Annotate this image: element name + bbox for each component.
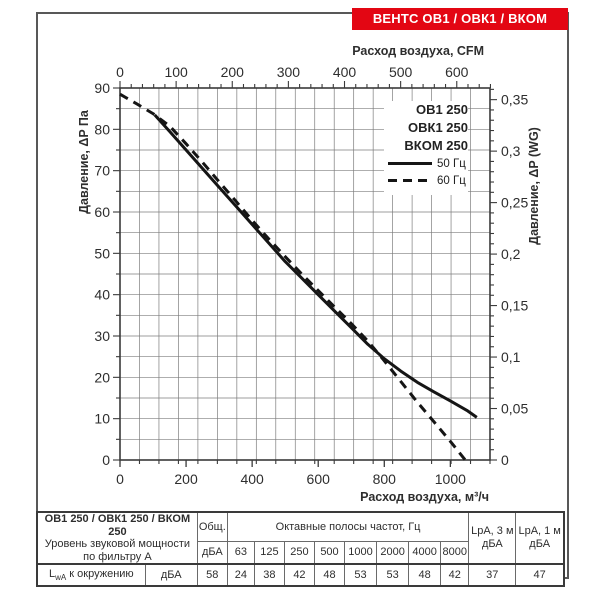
acoustic-data-table [36, 511, 565, 587]
octave-group-header: Октавные полосы частот, Гц [227, 512, 468, 541]
lpa-3m-unit: дБА [481, 538, 503, 550]
svg-text:50: 50 [94, 245, 110, 262]
octave-value: 48 [409, 564, 441, 586]
svg-text:30: 30 [94, 328, 110, 344]
bottom-axis-title: Расход воздуха, м³/ч [360, 490, 489, 504]
octave-freq-header: 500 [314, 541, 344, 564]
svg-text:100: 100 [164, 64, 188, 80]
svg-text:60: 60 [94, 204, 110, 220]
lpa-1m-value: 47 [516, 564, 564, 586]
svg-text:0,05: 0,05 [501, 400, 529, 417]
svg-text:0: 0 [116, 471, 124, 487]
svg-text:200: 200 [174, 471, 198, 487]
octave-freq-header: 125 [254, 541, 284, 564]
octave-freq-header: 250 [284, 541, 314, 564]
svg-text:400: 400 [240, 471, 264, 487]
legend-model-vkom: ВКОМ 250 [404, 138, 468, 153]
solid-line-icon [388, 162, 432, 165]
svg-text:0,2: 0,2 [501, 246, 521, 263]
chart-legend [384, 101, 468, 195]
lpa-1m-unit: дБА [529, 538, 551, 550]
octave-freq-header: 4000 [409, 541, 441, 564]
right-axis-title: Давление, ΔP (WG) [527, 127, 541, 245]
legend-entry-60hz [384, 172, 468, 189]
legend-label-50hz: 50 Гц [437, 157, 466, 170]
table-subtitle-1: Уровень звуковой мощности [44, 538, 191, 550]
svg-text:600: 600 [445, 64, 469, 80]
svg-text:200: 200 [220, 64, 244, 80]
lpa-3m-value: 37 [469, 564, 516, 586]
octave-value: 42 [441, 564, 469, 586]
svg-text:0: 0 [501, 452, 509, 468]
svg-text:300: 300 [276, 64, 301, 80]
svg-text:70: 70 [94, 162, 110, 179]
table-subtitle-2: по фильтру А [83, 550, 152, 563]
svg-text:0,3: 0,3 [501, 143, 521, 160]
top-axis-title: Расход воздуха, CFM [352, 44, 484, 58]
legend-entry-50hz [384, 155, 468, 172]
product-banner: ВЕНТС ОВ1 / ОВК1 / ВКОМ [352, 8, 568, 30]
svg-text:40: 40 [94, 286, 110, 303]
lpa-3m-label: LpA, 3 м [471, 525, 514, 537]
octave-freq-header: 8000 [441, 541, 469, 564]
svg-text:0,15: 0,15 [501, 297, 529, 314]
left-axis-title: Давление, ΔP Па [77, 110, 91, 214]
svg-text:800: 800 [372, 471, 396, 487]
table-title-cell [37, 512, 197, 564]
svg-text:0: 0 [116, 64, 124, 80]
lpa-1m-header [516, 512, 564, 564]
octave-value: 53 [345, 564, 377, 586]
dashed-line-icon [388, 179, 432, 182]
legend-label-60hz: 60 Гц [437, 174, 466, 187]
svg-text:80: 80 [94, 121, 110, 138]
row-name: $L_{wA}$ к окружению [37, 564, 145, 586]
table-title: ОВ1 250 / ОВК1 250 / ВКОМ 250 [44, 513, 191, 538]
svg-text:1000: 1000 [434, 471, 466, 487]
octave-freq-header: 2000 [377, 541, 409, 564]
svg-text:0,25: 0,25 [501, 194, 529, 211]
svg-text:0,1: 0,1 [501, 349, 521, 366]
total-unit-header: дБА [197, 541, 227, 564]
svg-text:0,35: 0,35 [501, 91, 529, 108]
octave-value: 24 [227, 564, 254, 586]
octave-value: 53 [377, 564, 409, 586]
svg-text:500: 500 [388, 64, 413, 80]
svg-text:0: 0 [102, 452, 110, 468]
legend-model-ov1: ОВ1 250 [415, 102, 468, 117]
octave-value: 38 [254, 564, 284, 586]
svg-text:90: 90 [94, 80, 110, 96]
total-value: 58 [197, 564, 227, 586]
svg-text:20: 20 [94, 369, 110, 386]
svg-text:600: 600 [306, 471, 330, 487]
legend-model-ovk1: ОВК1 250 [408, 120, 468, 135]
lpa-3m-header [469, 512, 516, 564]
octave-value: 48 [314, 564, 344, 586]
octave-freq-header: 63 [227, 541, 254, 564]
lpa-1m-label: LpA, 1 м [518, 525, 561, 537]
row-unit: дБА [145, 564, 197, 586]
octave-freq-header: 1000 [345, 541, 377, 564]
total-header: Общ. [197, 512, 227, 541]
svg-text:10: 10 [94, 410, 110, 427]
octave-value: 42 [284, 564, 314, 586]
svg-text:400: 400 [332, 64, 357, 80]
